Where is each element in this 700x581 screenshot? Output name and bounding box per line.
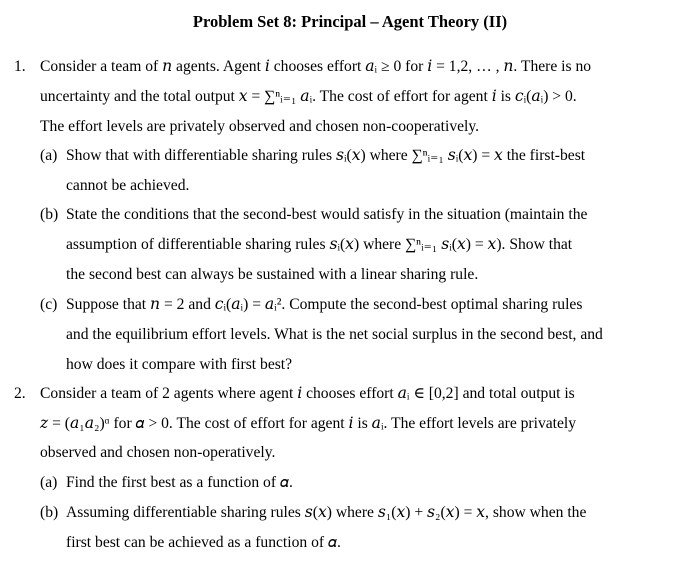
part-1c-line-3: how does it compare with first best? xyxy=(66,356,293,373)
problem-1-line-1: Consider a team of 𝑛 agents. Agent 𝑖 chooses effort 𝑎ᵢ ≥ 0 for 𝑖 = 1,2, … , 𝑛. There is no xyxy=(40,58,592,75)
part-2b-label: (b) xyxy=(40,504,59,521)
part-1b-line-1: State the conditions that the second-best would satisfy in the situation (maintain the xyxy=(66,206,588,223)
problem-1-line-2: uncertainty and the total output 𝑥 = ∑ⁿᵢ₌₁ 𝑎ᵢ. The cost of effort for agent 𝑖 is 𝑐ᵢ(𝑎ᵢ) > 0. xyxy=(40,88,577,105)
problem-2-number: 2. xyxy=(14,385,26,402)
page-title: Problem Set 8: Principal – Agent Theory (II) xyxy=(192,12,508,31)
part-2b-line-1: Assuming differentiable sharing rules 𝑠(𝑥) where 𝑠₁(𝑥) + 𝑠₂(𝑥) = 𝑥, show when the xyxy=(66,504,587,521)
problem-1-line-3: The effort levels are privately observed and chosen non-cooperatively. xyxy=(40,118,480,135)
part-1a-line-2: cannot be achieved. xyxy=(66,177,190,194)
part-1c-line-1: Suppose that 𝑛 = 2 and 𝑐ᵢ(𝑎ᵢ) = 𝑎ᵢ². Compute the second-best optimal sharing rules xyxy=(66,296,583,313)
problem-2-line-3: observed and chosen non-operatively. xyxy=(40,444,276,461)
part-1c-line-2: and the equilibrium effort levels. What is the net social surplus in the second best, and xyxy=(66,326,603,343)
part-1b-label: (b) xyxy=(40,206,59,223)
part-1b-line-3: the second best can always be sustained with a linear sharing rule. xyxy=(66,266,479,283)
part-1a-label: (a) xyxy=(40,147,58,164)
part-2b-line-2: first best can be achieved as a function of 𝛼. xyxy=(66,534,341,551)
part-2a-label: (a) xyxy=(40,474,58,491)
problem-1-number: 1. xyxy=(14,58,26,75)
part-2a-line-1: Find the first best as a function of 𝛼. xyxy=(66,474,293,491)
problem-2-line-1: Consider a team of 2 agents where agent 𝑖 chooses effort 𝑎ᵢ ∈ [0,2] and total output is xyxy=(40,385,575,402)
part-1c-label: (c) xyxy=(40,296,58,313)
problem-2-line-2: 𝑧 = (𝑎₁𝑎₂)ᵅ for 𝛼 > 0. The cost of effort for agent 𝑖 is 𝑎ᵢ. The effort levels are privately xyxy=(40,415,577,432)
part-1a-line-1: Show that with differentiable sharing rules 𝑠ᵢ(𝑥) where ∑ⁿᵢ₌₁ 𝑠ᵢ(𝑥) = 𝑥 the first-best xyxy=(66,147,586,164)
part-1b-line-2: assumption of differentiable sharing rules 𝑠ᵢ(𝑥) where ∑ⁿᵢ₌₁ 𝑠ᵢ(𝑥) = 𝑥). Show that xyxy=(66,236,573,253)
